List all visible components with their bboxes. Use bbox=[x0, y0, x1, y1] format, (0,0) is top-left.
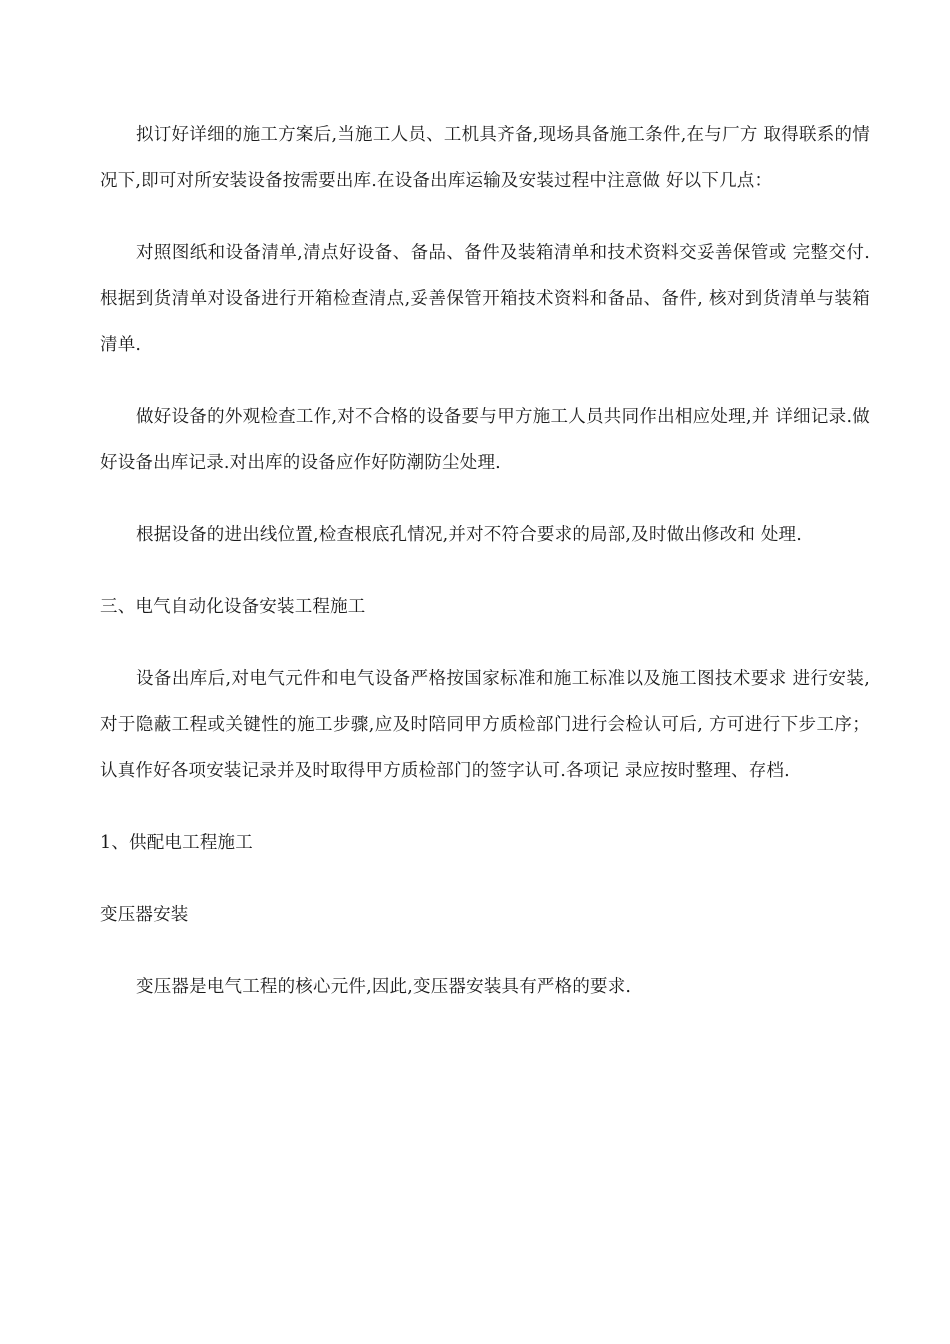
paragraph-appearance-check: 做好设备的外观检查工作,对不合格的设备要与甲方施工人员共同作出相应处理,并 详细记录.做好设备出库记录.对出库的设备应作好防潮防尘处理. bbox=[100, 407, 870, 473]
paragraph-gap bbox=[100, 204, 870, 230]
paragraph-gap bbox=[100, 368, 870, 394]
paragraph-foundation-holes: 根据设备的进出线位置,检查根底孔情况,并对不符合要求的局部,及时做出修改和 处理. bbox=[136, 525, 803, 545]
subsection-heading: 1、供配电工程施工 bbox=[100, 833, 253, 853]
paragraph-equipment-dispatch: 拟订好详细的施工方案后,当施工人员、工机具齐备,现场具备施工条件,在与厂方 取得联系的情况下,即可对所安装设备按需要出库.在设备出库运输及安装过程中注意做 好以下几点： bbox=[100, 125, 870, 191]
paragraph-gap bbox=[100, 558, 870, 584]
section-heading: 三、电气自动化设备安装工程施工 bbox=[100, 597, 366, 617]
paragraph-gap bbox=[100, 630, 870, 656]
paragraph-gap bbox=[100, 866, 870, 892]
paragraph-installation-standards: 设备出库后,对电气元件和电气设备严格按国家标准和施工标准以及施工图技术要求 进行安装,对于隐蔽工程或关键性的施工步骤,应及时陪同甲方质检部门进行会检认可后, 方可进行下步工序；认真作好各项安装记录并及时取得甲方质检部门的签字认可.各项记 录应按时整理、存档. bbox=[100, 669, 870, 781]
sub-subsection-heading: 变压器安装 bbox=[100, 905, 189, 925]
paragraph-inventory-check: 对照图纸和设备清单,清点好设备、备品、备件及装箱清单和技术资料交妥善保管或 完整交付.根据到货清单对设备进行开箱检查清点,妥善保管开箱技术资料和备品、备件, 核对到货清单与装箱清单. bbox=[100, 243, 870, 355]
paragraph-gap bbox=[100, 938, 870, 964]
paragraph-transformer: 变压器是电气工程的核心元件,因此,变压器安装具有严格的要求. bbox=[136, 977, 632, 997]
paragraph-gap bbox=[100, 794, 870, 820]
paragraph-gap bbox=[100, 486, 870, 512]
document-body bbox=[100, 112, 870, 1010]
